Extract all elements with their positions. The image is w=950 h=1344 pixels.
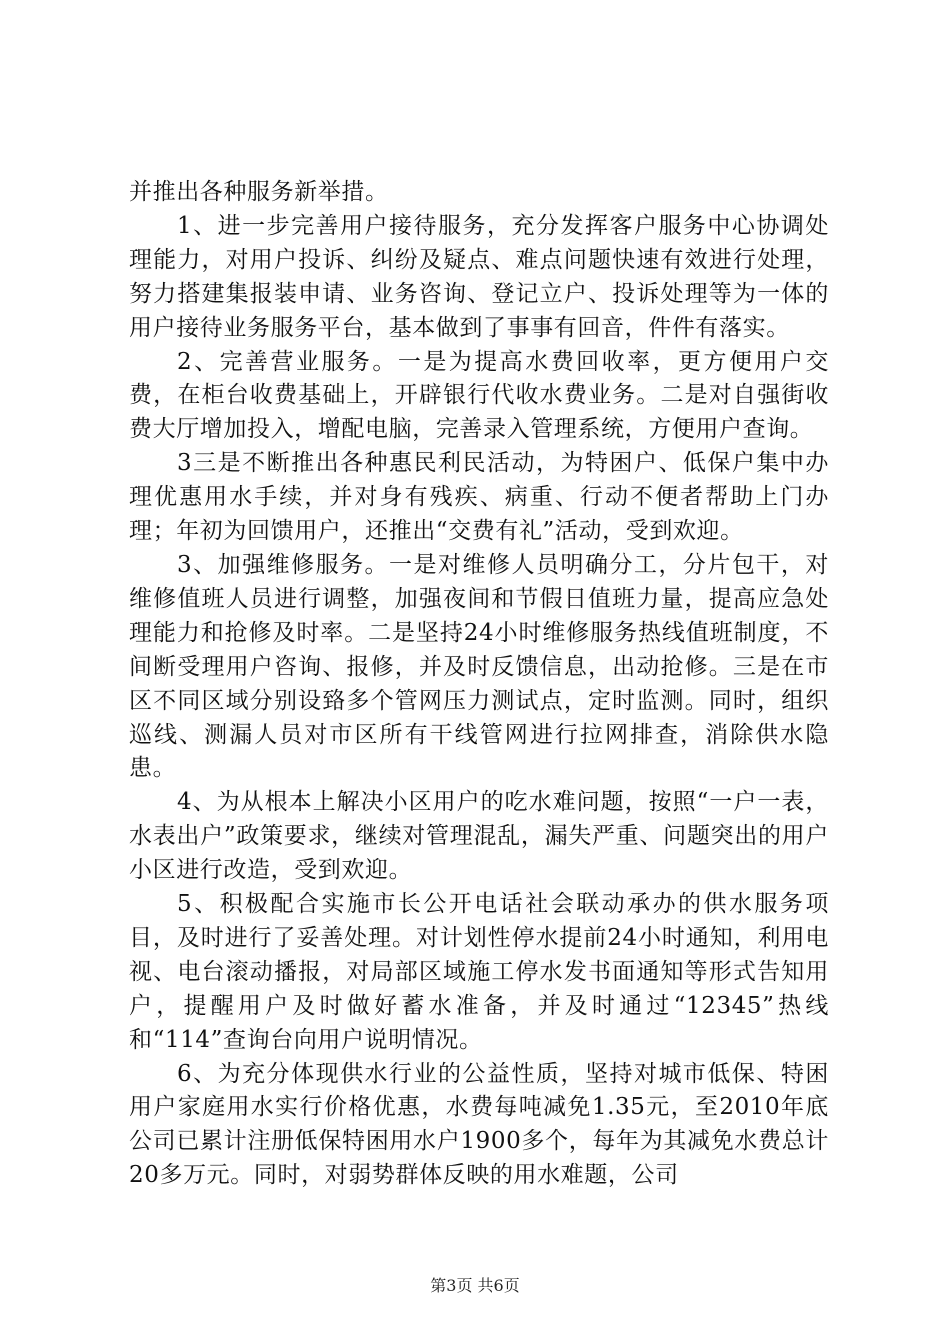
document-body xyxy=(129,176,829,1193)
page-number: 第3页 共6页 xyxy=(430,1276,520,1295)
page-footer xyxy=(0,1276,950,1296)
paragraph-benefit-activities: 3三是不断推出各种惠民利民活动，为特困户、低保户集中办理优惠用水手续，并对身有残疾、病重、行动不便者帮助上门办理；年初为回馈用户，还推出“交费有礼”活动，受到欢迎。 xyxy=(129,450,829,545)
paragraph-business-service: 2、完善营业服务。一是为提高水费回收率，更方便用户交费，在柜台收费基础上，开辟银行代收水费业务。二是对自强街收费大厅增加投入，增配电脑，完善录入管理系统，方便用户查询。 xyxy=(129,348,829,443)
paragraph-price-discount: 6、为充分体现供水行业的公益性质，坚持对城市低保、特困用户家庭用水实行价格优惠，水费每吨减免1.35元，至2010年底公司已累计注册低保特困用水户1900多个，每年为其减免水费总计20多万元。同时，对弱势群体反映的用水难题，公司 xyxy=(129,1060,829,1189)
paragraph-community-renovation: 4、为从根本上解决小区用户的吃水难问题，按照“一户一表，水表出户”政策要求，继续对管理混乱，漏失严重、问题突出的用户小区进行改造，受到欢迎。 xyxy=(129,789,829,884)
paragraph-maintenance-service: 3、加强维修服务。一是对维修人员明确分工，分片包干，对维修值班人员进行调整，加强夜间和节假日值班力量，提高应急处理能力和抢修及时率。二是坚持24小时维修服务热线值班制度，不间断受理用户咨询、报修，并及时反馈信息，出动抢修。三是在市区不同区域分别设臵多个管网压力测试点，定时监测。同时，组织巡线、测漏人员对市区所有干线管网进行拉网排查，消除供水隐患。 xyxy=(129,551,829,782)
paragraph-hotline-service: 5、积极配合实施市长公开电话社会联动承办的供水服务项目，及时进行了妥善处理。对计划性停水提前24小时通知，利用电视、电台滚动播报，对局部区域施工停水发书面通知等形式告知用户，提醒用户及时做好蓄水准备，并及时通过“12345”热线和“114”查询台向用户说明情况。 xyxy=(129,891,829,1053)
paragraph-reception-service: 1、进一步完善用户接待服务，充分发挥客户服务中心协调处理能力，对用户投诉、纠纷及疑点、难点问题快速有效进行处理，努力搭建集报装申请、业务咨询、登记立户、投诉处理等为一体的用户接待业务服务平台，基本做到了事事有回音，件件有落实。 xyxy=(129,212,829,341)
paragraph-continuation: 并推出各种服务新举措。 xyxy=(129,179,389,205)
